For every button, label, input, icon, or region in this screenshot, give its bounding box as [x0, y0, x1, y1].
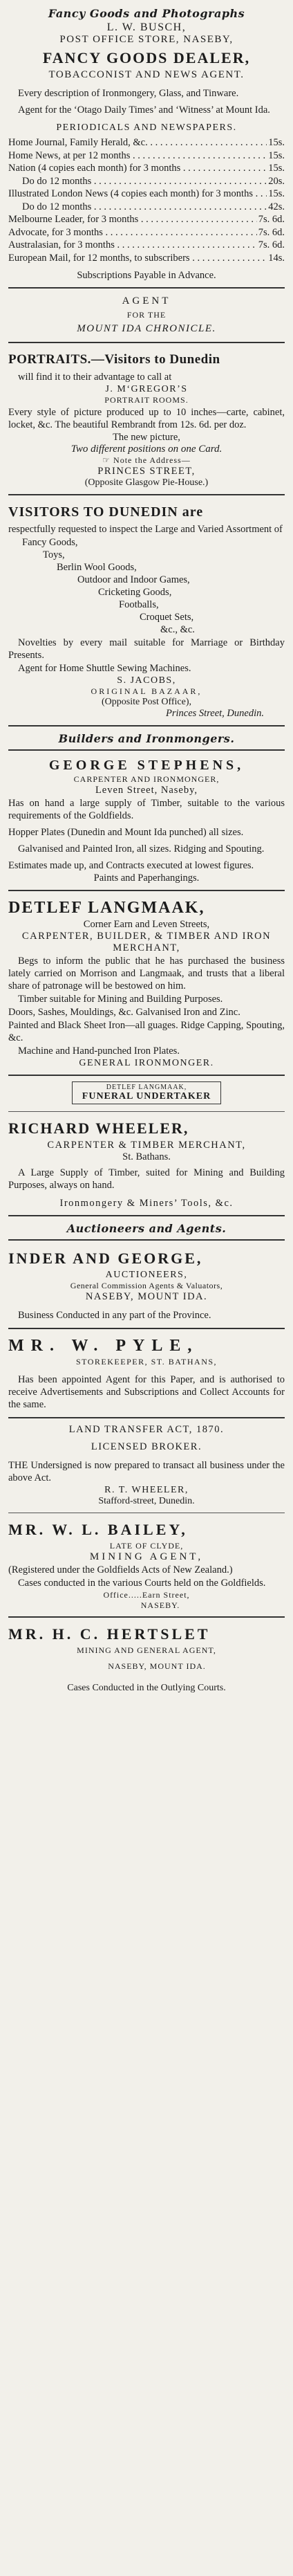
inder-name: INDER AND GEORGE,	[8, 1250, 203, 1267]
list-item: Footballs,	[119, 599, 159, 610]
price-row: Australasian, for 3 months . . . 7s. 6d.	[8, 239, 285, 252]
stephens-name: GEORGE STEPHENS,	[48, 758, 245, 773]
portraits-note: ☞ Note the Address—	[102, 455, 191, 465]
agent-line1: AGENT	[122, 295, 171, 307]
inder-text1: Business Conducted in any part of the Province.	[18, 1310, 211, 1321]
bailey-title: MINING AGENT,	[89, 1551, 204, 1562]
inder-title: AUCTIONEERS,	[105, 1270, 188, 1280]
visitors-opposite: (Opposite Post Office),	[102, 697, 191, 707]
visitors-text2: Novelties by every mail suitable for Marriage or Birthday Presents.	[8, 637, 285, 661]
subscriptions-note: Subscriptions Payable in Advance.	[77, 270, 216, 281]
price-row: Advocate, for 3 months . . . 7s. 6d.	[8, 226, 285, 239]
visitors-text1: respectfully requested to inspect the Large and Varied Assortment of	[8, 524, 283, 535]
langmaak-trade: CARPENTER, BUILDER, & TIMBER AND IRON MERCHANT,	[21, 931, 272, 953]
visitors-text3: Agent for Home Shuttle Sewing Machines.	[18, 663, 191, 674]
langmaak-text5: Machine and Hand-punched Iron Plates.	[18, 1045, 180, 1057]
portraits-street: PRINCES STREET,	[97, 466, 196, 477]
list-item: Cricketing Goods,	[98, 587, 172, 598]
portraits-heading: PORTRAITS.—Visitors to Dunedin	[8, 352, 220, 367]
hertslet-title: MINING AND GENERAL AGENT,	[77, 1645, 216, 1655]
land-transfer-signature: R. T. WHEELER,	[104, 1485, 189, 1495]
langmaak-text6: GENERAL IRONMONGER.	[79, 1058, 214, 1068]
list-item: Berlin Wool Goods,	[57, 562, 137, 573]
newspaper-column	[4, 0, 289, 1703]
list-item: Croquet Sets,	[140, 612, 194, 623]
portraits-text2: Every style of picture produced up to 10 inches—carte, cabinet, locket, &c. The beautiful Rembrandt from 12s. 6d. per doz.	[8, 407, 285, 430]
wheeler-text1: A Large Supply of Timber, suited for Mining and Building Purposes, always on hand.	[8, 1167, 285, 1191]
wheeler-trade: CARPENTER & TIMBER MERCHANT,	[47, 1140, 246, 1151]
portraits-text1: will find it to their advantage to call at	[18, 372, 172, 383]
pyle-advert	[8, 1329, 285, 1418]
inder-advert	[8, 1242, 285, 1329]
price-row: Nation (4 copies each month) for 3 months . . . 15s.	[8, 162, 285, 175]
portraits-two-positions: Two different positions on one Card.	[70, 444, 223, 455]
langmaak-text4: Painted and Black Sheet Iron—all guages. Ridge Capping, Spouting, &c.	[8, 1020, 285, 1043]
stephens-text1: Has on hand a large supply of Timber, suitable to the various requirements of the Goldfields.	[8, 798, 285, 821]
pyle-name: MR. W. PYLE,	[8, 1337, 199, 1355]
langmaak-advert	[8, 891, 285, 1076]
portraits-opposite: (Opposite Glasgow Pie-House.)	[84, 477, 209, 488]
visitors-address: Princes Street, Dunedin.	[165, 708, 264, 719]
agent-line3: MOUNT IDA CHRONICLE.	[77, 323, 216, 334]
inder-place: NASEBY, MOUNT IDA.	[85, 1291, 208, 1302]
pointing-hand-icon: ☞	[102, 455, 114, 465]
pyle-title: STOREKEEPER, ST. BATHANS,	[75, 1357, 218, 1367]
bailey-office: Office.....Earn Street,	[103, 1590, 190, 1600]
periodicals-price-list	[8, 136, 285, 264]
price-row: Illustrated London News (4 copies each month) for 3 months . . . 15s.	[8, 188, 285, 201]
periodicals-heading: PERIODICALS AND NEWSPAPERS.	[56, 122, 237, 133]
section-title-builders: Builders and Ironmongers.	[8, 728, 285, 751]
list-item: Fancy Goods,	[22, 537, 78, 548]
undertaker-box	[72, 1081, 221, 1104]
langmaak-name: DETLEF LANGMAAK,	[8, 899, 205, 917]
visitors-advert	[8, 495, 285, 727]
bailey-late: LATE OF CLYDE,	[109, 1541, 184, 1551]
bailey-place: NASEBY.	[140, 1600, 180, 1610]
visitors-name: S. JACOBS,	[117, 675, 176, 686]
portraits-name: J. M‘GREGOR’S	[105, 384, 188, 394]
price-row: Do do 12 months . . . 20s.	[8, 175, 285, 188]
section-title-fancy-goods: Fancy Goods and Photographs	[48, 7, 245, 20]
busch-ironmongery-text: Every description of Ironmongery, Glass, and Tinware.	[18, 88, 239, 99]
wheeler-place: St. Bathans.	[122, 1151, 171, 1162]
visitors-heading: VISITORS TO DUNEDIN are	[8, 504, 204, 520]
bailey-advert	[8, 1513, 285, 1618]
land-transfer-text: THE Undersigned is now prepared to transact all business under the above Act.	[8, 1460, 285, 1483]
busch-agent-text: Agent for the ‘Otago Daily Times’ and ‘Witness’ at Mount Ida.	[18, 104, 270, 116]
busch-address: POST OFFICE STORE, NASEBY,	[59, 34, 234, 45]
land-transfer-advert	[8, 1418, 285, 1513]
land-transfer-title: LAND TRANSFER ACT, 1870.	[68, 1424, 225, 1435]
wheeler-advert	[8, 1112, 285, 1216]
list-item: &c., &c.	[160, 624, 195, 635]
section-title-auctioneers: Auctioneers and Agents.	[8, 1218, 285, 1241]
price-row: European Mail, for 12 months, to subscribers . . . 14s.	[8, 252, 285, 265]
busch-name: L. W. BUSCH,	[106, 21, 187, 33]
stephens-advert	[8, 752, 285, 891]
langmaak-text3: Doors, Sashes, Mouldings, &c. Galvanised Iron and Zinc.	[8, 1007, 240, 1018]
undertaker-advert	[8, 1076, 285, 1112]
hertslet-advert	[8, 1618, 285, 1699]
portraits-rooms: PORTRAIT ROOMS.	[104, 395, 189, 405]
portraits-advert	[8, 343, 285, 495]
stephens-text2: Hopper Plates (Dunedin and Mount Ida punched) all sizes.	[8, 827, 244, 838]
agent-line2: FOR THE	[126, 310, 167, 320]
bailey-text1: (Registered under the Goldfields Acts of New Zealand.)	[8, 1564, 233, 1575]
price-row: Home Journal, Family Herald, &c. . . . 15s.	[8, 136, 285, 149]
visitors-items	[8, 536, 285, 636]
portraits-new-picture: The new picture,	[113, 432, 180, 443]
list-item: Outdoor and Indoor Games,	[77, 574, 190, 585]
wheeler-text2: Ironmongery & Miners’ Tools, &c.	[59, 1198, 234, 1209]
price-row: Home News, at per 12 months . . . 15s.	[8, 149, 285, 163]
list-item: Toys,	[43, 549, 65, 560]
hertslet-place: NASEBY, MOUNT IDA.	[108, 1661, 206, 1671]
stephens-text3: Galvanised and Painted Iron, all sizes. Ridging and Spouting.	[18, 843, 265, 855]
hertslet-text1: Cases Conducted in the Outlying Courts.	[67, 1683, 226, 1693]
price-row: Do do 12 months . . . 42s.	[8, 201, 285, 214]
bailey-text2: Cases conducted in the various Courts held on the Goldfields.	[18, 1578, 266, 1589]
undertaker-small: DETLEF LANGMAAK,	[106, 1084, 187, 1091]
price-row: Melbourne Leader, for 3 months . . . 7s. 6d.	[8, 213, 285, 226]
busch-advert	[8, 3, 285, 289]
langmaak-text2: Timber suitable for Mining and Building Purposes.	[18, 994, 223, 1005]
agent-advert	[8, 289, 285, 343]
licensed-broker: LICENSED BROKER.	[91, 1441, 202, 1452]
hertslet-name: MR. H. C. HERTSLET	[8, 1625, 211, 1643]
undertaker-big: FUNERAL UNDERTAKER	[82, 1091, 211, 1102]
langmaak-text1: Begs to inform the public that he has purchased the business lately carried on Morrison and Langmaak, and trusts that a liberal share of patronage will be bestowed on him.	[8, 956, 285, 992]
stephens-text5: Paints and Paperhangings.	[93, 873, 200, 884]
inder-sub: General Commission Agents & Valuators,	[70, 1281, 223, 1290]
stephens-trade: CARPENTER AND IRONMONGER,	[73, 774, 220, 784]
pyle-text1: Has been appointed Agent for this Paper, and is authorised to receive Advertisements and Subscriptions and Collect Accounts for the same.	[8, 1374, 285, 1410]
stephens-street: Leven Street, Naseby,	[95, 785, 198, 796]
busch-dealer-subtitle: TOBACCONIST AND NEWS AGENT.	[48, 69, 245, 80]
langmaak-corner: Corner Earn and Leven Streets,	[83, 919, 210, 930]
busch-dealer-title: FANCY GOODS DEALER,	[42, 49, 251, 66]
wheeler-name: RICHARD WHEELER,	[8, 1120, 189, 1137]
visitors-bazaar: ORIGINAL BAZAAR,	[91, 686, 202, 696]
bailey-name: MR. W. L. BAILEY,	[8, 1521, 188, 1538]
stephens-text4: Estimates made up, and Contracts executed at lowest figures.	[8, 860, 254, 871]
land-transfer-address: Stafford-street, Dunedin.	[98, 1496, 195, 1506]
